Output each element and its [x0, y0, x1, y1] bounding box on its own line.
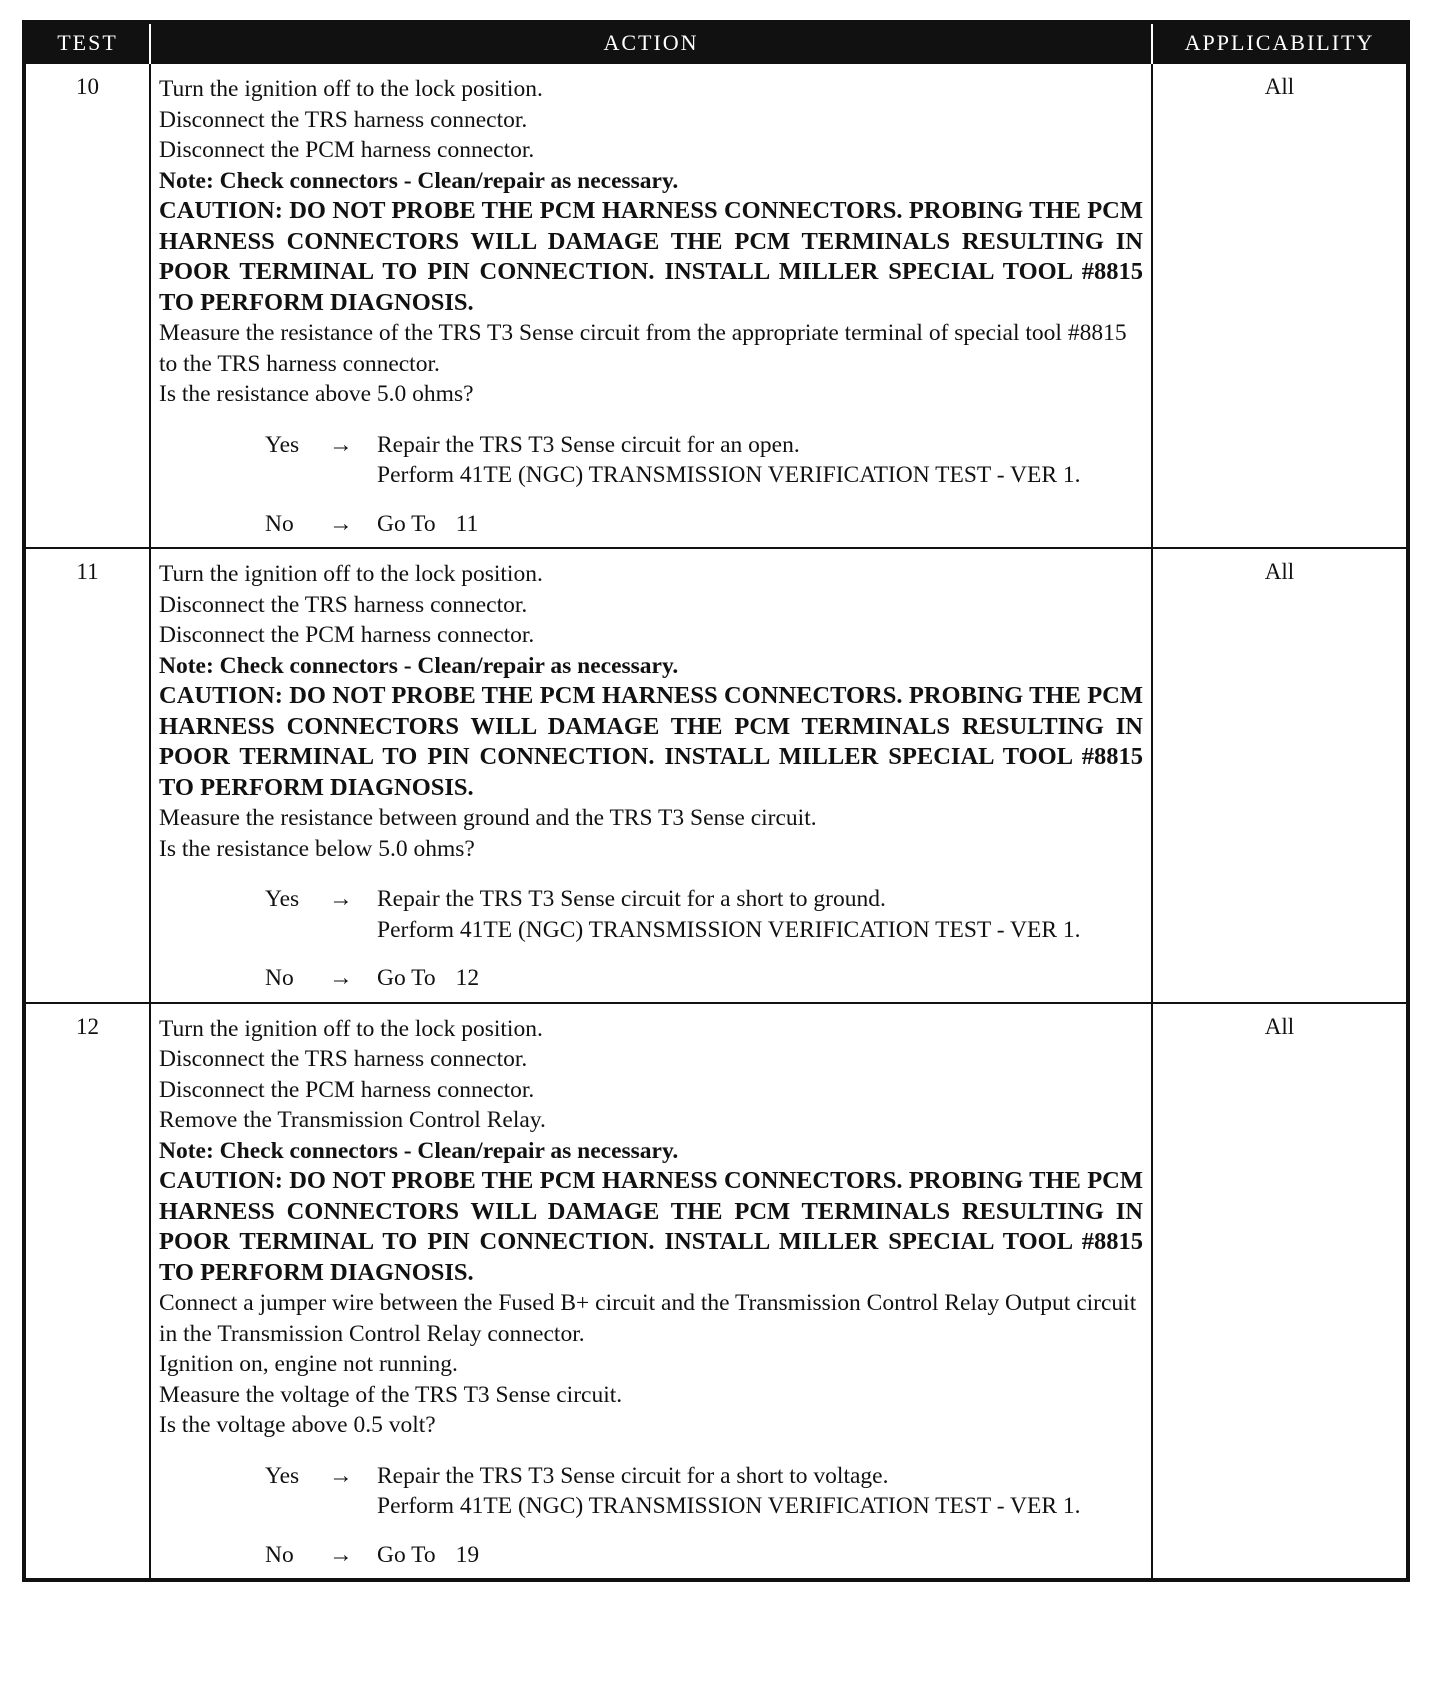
column-header-applicability: APPLICABILITY	[1152, 22, 1408, 63]
yes-branch	[159, 884, 1143, 945]
note-text: Note: Check connectors - Clean/repair as necessary.	[159, 1137, 679, 1164]
decision-branches	[159, 884, 1143, 994]
diagnostic-test-table	[22, 20, 1410, 1582]
goto-label: Go To	[377, 510, 436, 537]
repair-text: Repair the TRS T3 Sense circuit for a short to voltage.	[377, 1462, 889, 1489]
yes-label: Yes	[265, 1462, 300, 1489]
measure-text: Measure the resistance between ground and the TRS T3 Sense circuit.	[159, 805, 817, 831]
step-text: Remove the Transmission Control Relay.	[159, 1107, 546, 1133]
no-branch	[159, 509, 1143, 540]
arrow-right-icon: →	[329, 965, 353, 991]
verification-text: Perform 41TE (NGC) TRANSMISSION VERIFICATION TEST - VER 1.	[377, 1493, 1081, 1519]
step-text: Disconnect the TRS harness connector.	[159, 106, 528, 133]
measure-text: Ignition on, engine not running.	[159, 1351, 458, 1377]
table-row	[24, 63, 1408, 548]
caution-text: CAUTION: DO NOT PROBE THE PCM HARNESS CONNECTORS. PROBING THE PCM HARNESS CONNECTORS WILL DAMAGE THE PCM TERMINALS RESULTING IN POOR TERMINAL TO PIN CONNECTION. INSTALL MILLER SPECIAL TOOL #8815 TO PERFORM DIAGNOSIS.	[159, 682, 1143, 801]
column-header-test: TEST	[24, 22, 150, 63]
caution-text: CAUTION: DO NOT PROBE THE PCM HARNESS CONNECTORS. PROBING THE PCM HARNESS CONNECTORS WILL DAMAGE THE PCM TERMINALS RESULTING IN POOR TERMINAL TO PIN CONNECTION. INSTALL MILLER SPECIAL TOOL #8815 TO PERFORM DIAGNOSIS.	[159, 197, 1143, 316]
table-row	[24, 1003, 1408, 1581]
test-number: 10	[24, 63, 150, 548]
step-text: Disconnect the PCM harness connector.	[159, 137, 535, 163]
no-branch	[159, 963, 1143, 994]
test-number: 11	[24, 548, 150, 1003]
table-row	[24, 548, 1408, 1003]
goto-action	[377, 963, 1143, 994]
arrow-right-icon: →	[329, 510, 353, 537]
no-branch	[159, 1540, 1143, 1571]
goto-link[interactable]: 19	[455, 1541, 480, 1568]
applicability-value: All	[1152, 548, 1408, 1003]
step-text: Disconnect the TRS harness connector.	[159, 591, 528, 618]
action-cell	[150, 548, 1152, 1003]
action-cell	[150, 63, 1152, 548]
yes-label: Yes	[265, 886, 300, 912]
yes-action	[377, 1461, 1143, 1522]
yes-label: Yes	[265, 431, 300, 458]
measure-text: Measure the resistance of the TRS T3 Sense circuit from the appropriate terminal of special tool #8815 to the TRS harness connector.	[159, 320, 1127, 377]
applicability-value: All	[1152, 63, 1408, 548]
yes-branch	[159, 430, 1143, 491]
arrow-right-icon: →	[329, 1541, 353, 1568]
question-text: Is the resistance below 5.0 ohms?	[159, 835, 475, 862]
no-label: No	[265, 510, 294, 537]
yes-action	[377, 430, 1143, 491]
step-text: Disconnect the TRS harness connector.	[159, 1046, 528, 1072]
table-header	[24, 22, 1408, 63]
measure-text: Measure the voltage of the TRS T3 Sense circuit.	[159, 1381, 623, 1408]
arrow-right-icon: →	[329, 886, 353, 912]
goto-link[interactable]: 11	[455, 510, 479, 537]
goto-label: Go To	[377, 1541, 436, 1568]
no-label: No	[265, 1541, 294, 1568]
test-number: 12	[24, 1003, 150, 1581]
repair-text: Repair the TRS T3 Sense circuit for a short to ground.	[377, 886, 886, 912]
decision-branches	[159, 430, 1143, 540]
measure-text: Connect a jumper wire between the Fused B+ circuit and the Transmission Control Relay Output circuit in the Transmission Control Relay connector.	[159, 1290, 1137, 1347]
arrow-right-icon: →	[329, 1462, 353, 1489]
goto-action	[377, 509, 1143, 540]
step-text: Disconnect the PCM harness connector.	[159, 1076, 535, 1103]
note-text: Note: Check connectors - Clean/repair as necessary.	[159, 652, 679, 679]
goto-action	[377, 1540, 1143, 1571]
question-text: Is the resistance above 5.0 ohms?	[159, 381, 474, 407]
diagnostic-procedure-sheet	[22, 20, 1406, 1582]
decision-branches	[159, 1461, 1143, 1571]
step-text: Turn the ignition off to the lock position.	[159, 1015, 543, 1042]
column-header-action: ACTION	[150, 22, 1152, 63]
goto-label: Go To	[377, 965, 436, 991]
yes-branch	[159, 1461, 1143, 1522]
question-text: Is the voltage above 0.5 volt?	[159, 1412, 436, 1438]
step-text: Turn the ignition off to the lock position.	[159, 561, 543, 587]
goto-link[interactable]: 12	[455, 965, 480, 991]
yes-action	[377, 884, 1143, 945]
verification-text: Perform 41TE (NGC) TRANSMISSION VERIFICATION TEST - VER 1.	[377, 916, 1081, 943]
applicability-value: All	[1152, 1003, 1408, 1581]
step-text: Turn the ignition off to the lock position.	[159, 76, 543, 102]
verification-text: Perform 41TE (NGC) TRANSMISSION VERIFICATION TEST - VER 1.	[377, 462, 1081, 488]
step-text: Disconnect the PCM harness connector.	[159, 622, 535, 648]
arrow-right-icon: →	[329, 431, 353, 458]
no-label: No	[265, 965, 294, 991]
note-text: Note: Check connectors - Clean/repair as necessary.	[159, 167, 679, 194]
caution-text: CAUTION: DO NOT PROBE THE PCM HARNESS CONNECTORS. PROBING THE PCM HARNESS CONNECTORS WILL DAMAGE THE PCM TERMINALS RESULTING IN POOR TERMINAL TO PIN CONNECTION. INSTALL MILLER SPECIAL TOOL #8815 TO PERFORM DIAGNOSIS.	[159, 1167, 1143, 1286]
action-cell	[150, 1003, 1152, 1581]
repair-text: Repair the TRS T3 Sense circuit for an open.	[377, 431, 800, 458]
